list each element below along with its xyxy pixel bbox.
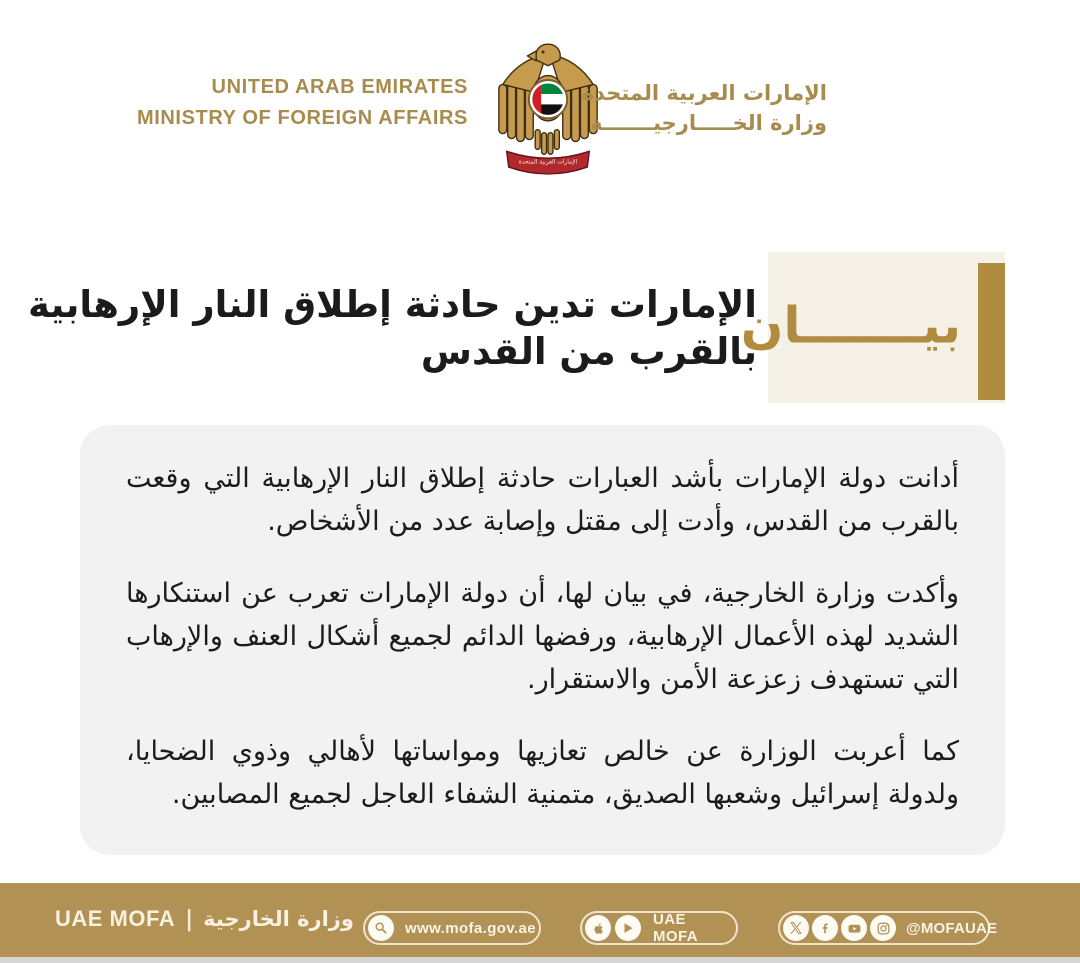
uae-flag-roundel	[532, 83, 563, 114]
statement-badge-label: بيـــــــان	[740, 296, 961, 355]
header-ar-line2: وزارة الخـــــارجيـــــــة	[590, 111, 827, 135]
facebook-icon	[812, 915, 838, 941]
emblem-banner-text: الإمارات العربية المتحدة	[518, 159, 578, 166]
apple-app-store-icon	[585, 915, 611, 941]
statement-title	[28, 281, 757, 375]
footer-brand	[55, 883, 354, 955]
badge-accent-bar	[978, 263, 1005, 400]
footer-brand-english: UAE MOFA	[55, 906, 176, 931]
statement-badge	[740, 252, 1005, 403]
header-en-line1: UNITED ARAB EMIRATES	[211, 76, 468, 98]
google-play-icon	[615, 915, 641, 941]
website-link[interactable]	[363, 911, 541, 945]
statement-title-line1: الإمارات تدين حادثة إطلاق النار الإرهابية	[27, 283, 757, 326]
statement-paragraph-2: وأكدت وزارة الخارجية، في بيان لها، أن دولة الإمارات تعرب عن استنكارها الشديد لهذه الأعمال الإرهابية، ورفضها الدائم لجميع أشكال العنف والإرهاب التي تستهدف زعزعة الأمن والاستقرار.	[126, 578, 959, 695]
social-media-link[interactable]	[778, 911, 998, 945]
footer-brand-divider: |	[185, 906, 194, 932]
instagram-icon	[870, 915, 896, 941]
header-ar-line1: الإمارات العربية المتحدة	[581, 81, 827, 105]
ministry-name-english	[137, 72, 468, 134]
apps-label: UAE MOFA	[653, 911, 698, 945]
youtube-icon	[841, 915, 867, 941]
statement-paragraph-3: كما أعربت الوزارة عن خالص تعازيها ومواساتها لأهالي وذوي الضحايا، ولدولة إسرائيل وشعبها الصديق، متمنية الشفاء العاجل لجميع المصابين.	[126, 736, 959, 810]
website-url: www.mofa.gov.ae	[405, 919, 537, 937]
statement-title-line2: بالقرب من القدس	[420, 330, 757, 373]
search-icon	[368, 915, 394, 941]
header-en-line2: MINISTRY OF FOREIGN AFFAIRS	[136, 107, 468, 129]
ministry-name-arabic	[581, 78, 827, 138]
footer-brand-arabic: وزارة الخارجية	[203, 907, 354, 931]
statement-paragraph-1: أدانت دولة الإمارات بأشد العبارات حادثة إطلاق النار الإرهابية التي وقعت بالقرب من القدس، وأدت إلى مقتل وإصابة عدد من الأشخاص.	[126, 463, 959, 537]
statement-body	[80, 425, 1005, 855]
social-handle: @MOFAUAE	[906, 919, 998, 937]
x-twitter-icon	[783, 915, 809, 941]
mobile-apps-link[interactable]	[580, 911, 738, 945]
